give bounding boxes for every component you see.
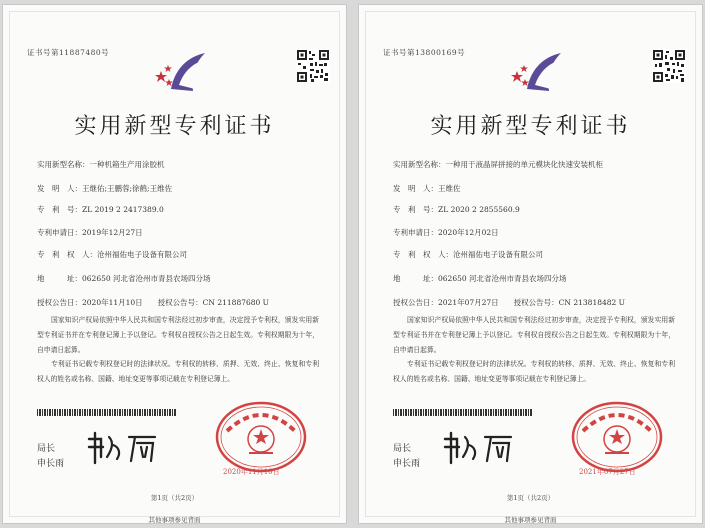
address: 地 址：062650 河北省沧州市青县农场四分场 [37,274,211,283]
back-note: 其他事项参见背面 [504,516,557,524]
seal-date: 2021年07月27日 [579,468,636,476]
signature-icon [85,429,165,465]
director-title: 局长 [37,444,56,454]
director-name: 申长雨 [37,459,65,469]
qr-code-icon [652,49,686,83]
signature-icon [441,429,521,465]
patent-certificate-right [358,4,703,524]
patentee: 专 利 权 人：沧州福佑电子设备有限公司 [37,250,187,259]
filing-date: 专利申请日：2019年12月27日 [37,228,143,237]
patent-certificate-left [2,4,347,524]
patent-number: 专 利 号：ZL 2019 2 2417389.0 [37,205,164,214]
official-seal-icon [213,401,309,473]
filing-date: 专利申请日：2020年12月02日 [393,228,499,237]
director-title: 局长 [393,444,412,454]
barcode-icon [37,409,177,416]
certificate-number: 证书号第11887480号 [27,48,110,57]
qr-code-icon [296,49,330,83]
legal-status-statement: 专利证书记载专利权登记时的法律状况。专利权的转移、质押、无效、终止、恢复和专利权人的姓名或名称、国籍、地址变更等事项记载在专利登记簿上。 [393,360,675,383]
inventor: 发 明 人：王继佑;王鹏蓉;徐鹤;王维佐 [37,184,173,193]
legal-status-statement: 专利证书记载专利权登记时的法律状况。专利权的转移、质押、无效、终止、恢复和专利权人的姓名或名称、国籍、地址变更等事项记载在专利登记簿上。 [37,360,319,383]
barcode-icon [393,409,533,416]
patentee: 专 利 权 人：沧州福佑电子设备有限公司 [393,250,543,259]
grant-statement: 国家知识产权局依照中华人民共和国专利法经过初步审查，决定授予专利权，颁发实用新型专利证书并在专利登记簿上予以登记。专利权自授权公告之日起生效。专利权期限为十年，自申请日起算。 [393,316,675,354]
grant-date: 授权公告日：2021年07月27日 授权公告号：CN 213818482 U [393,298,626,307]
certificate-title: 实用新型专利证书 [74,114,275,139]
page-number: 第1页（共2页） [150,494,199,502]
grant-date: 授权公告日：2020年11月10日 授权公告号：CN 211887680 U [37,298,270,307]
director-name: 申长雨 [393,459,421,469]
patent-number: 专 利 号：ZL 2020 2 2855560.9 [393,205,520,214]
address: 地 址：062650 河北省沧州市青县农场四分场 [393,274,567,283]
page-number: 第1页（共2页） [506,494,555,502]
grant-statement: 国家知识产权局依照中华人民共和国专利法经过初步审查，决定授予专利权，颁发实用新型专利证书并在专利登记簿上予以登记。专利权自授权公告之日起生效。专利权期限为十年，自申请日起算。 [37,316,319,354]
utility-model-name: 实用新型名称：一种用于液晶屏拼接的单元模块化快速安装机柜 [393,160,603,169]
utility-model-name: 实用新型名称：一种机箱生产用涂胶机 [37,160,165,169]
inventor: 发 明 人：王维佐 [393,184,461,193]
certificate-title: 实用新型专利证书 [430,114,631,139]
certificate-number: 证书号第13800169号 [383,48,466,57]
cnipa-logo-icon [507,49,571,95]
cnipa-logo-icon [151,49,215,95]
seal-date: 2020年11月10日 [223,468,280,476]
official-seal-icon [569,401,665,473]
back-note: 其他事项参见背面 [148,516,201,524]
